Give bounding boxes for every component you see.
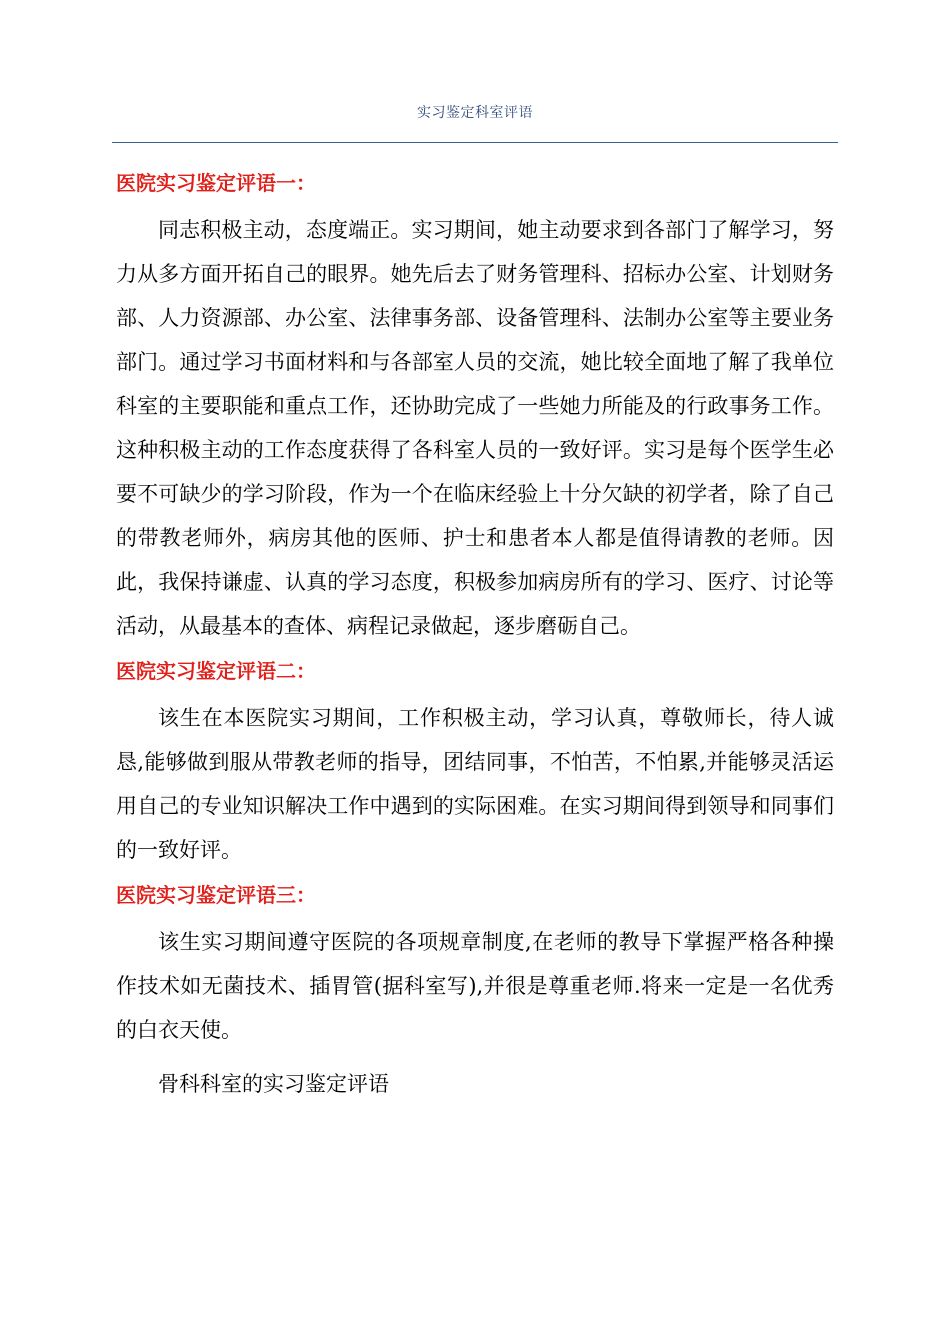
document-body (116, 160, 834, 1106)
closing-line: 骨科科室的实习鉴定评语 (158, 1072, 389, 1096)
section-paragraph: 该生在本医院实习期间，工作积极主动，学习认真，尊敬师长，待人诚恳,能够做到服从带教老师的指导，团结同事，不怕苦，不怕累,并能够灵活运用自己的专业知识解决工作中遇到的实际困难。在实习期间得到领导和同事们的一致好评。 (116, 706, 834, 862)
section-title: 医院实习鉴定评语三： (116, 883, 316, 907)
running-header: 实习鉴定科室评语 (417, 105, 533, 121)
section-2 (116, 656, 834, 872)
section-paragraph: 同志积极主动，态度端正。实习期间，她主动要求到各部门了解学习，努力从多方面开拓自己的眼界。她先后去了财务管理科、招标办公室、计划财务部、人力资源部、办公室、法律事务部、设备管理科、法制办公室等主要业务部门。通过学习书面材料和与各部室人员的交流，她比较全面地了解了我单位科室的主要职能和重点工作，还协助完成了一些她力所能及的行政事务工作。这种积极主动的工作态度获得了各科室人员的一致好评。实习是每个医学生必要不可缺少的学习阶段，作为一个在临床经验上十分欠缺的初学者，除了自己的带教老师外，病房其他的医师、护士和患者本人都是值得请教的老师。因此，我保持谦虚、认真的学习态度，积极参加病房所有的学习、医疗、讨论等活动，从最基本的查体、病程记录做起，逐步磨砺自己。 (116, 218, 834, 638)
section-paragraph: 该生实习期间遵守医院的各项规章制度,在老师的教导下掌握严格各种操作技术如无菌技术、插胃管(据科室写),并很是尊重老师.将来一定是一名优秀的白衣天使。 (116, 930, 834, 1042)
section-title: 医院实习鉴定评语一： (116, 171, 316, 195)
section-3 (116, 880, 834, 1052)
section-title: 医院实习鉴定评语二： (116, 659, 316, 683)
section-1 (116, 168, 834, 648)
header-divider (112, 142, 838, 143)
